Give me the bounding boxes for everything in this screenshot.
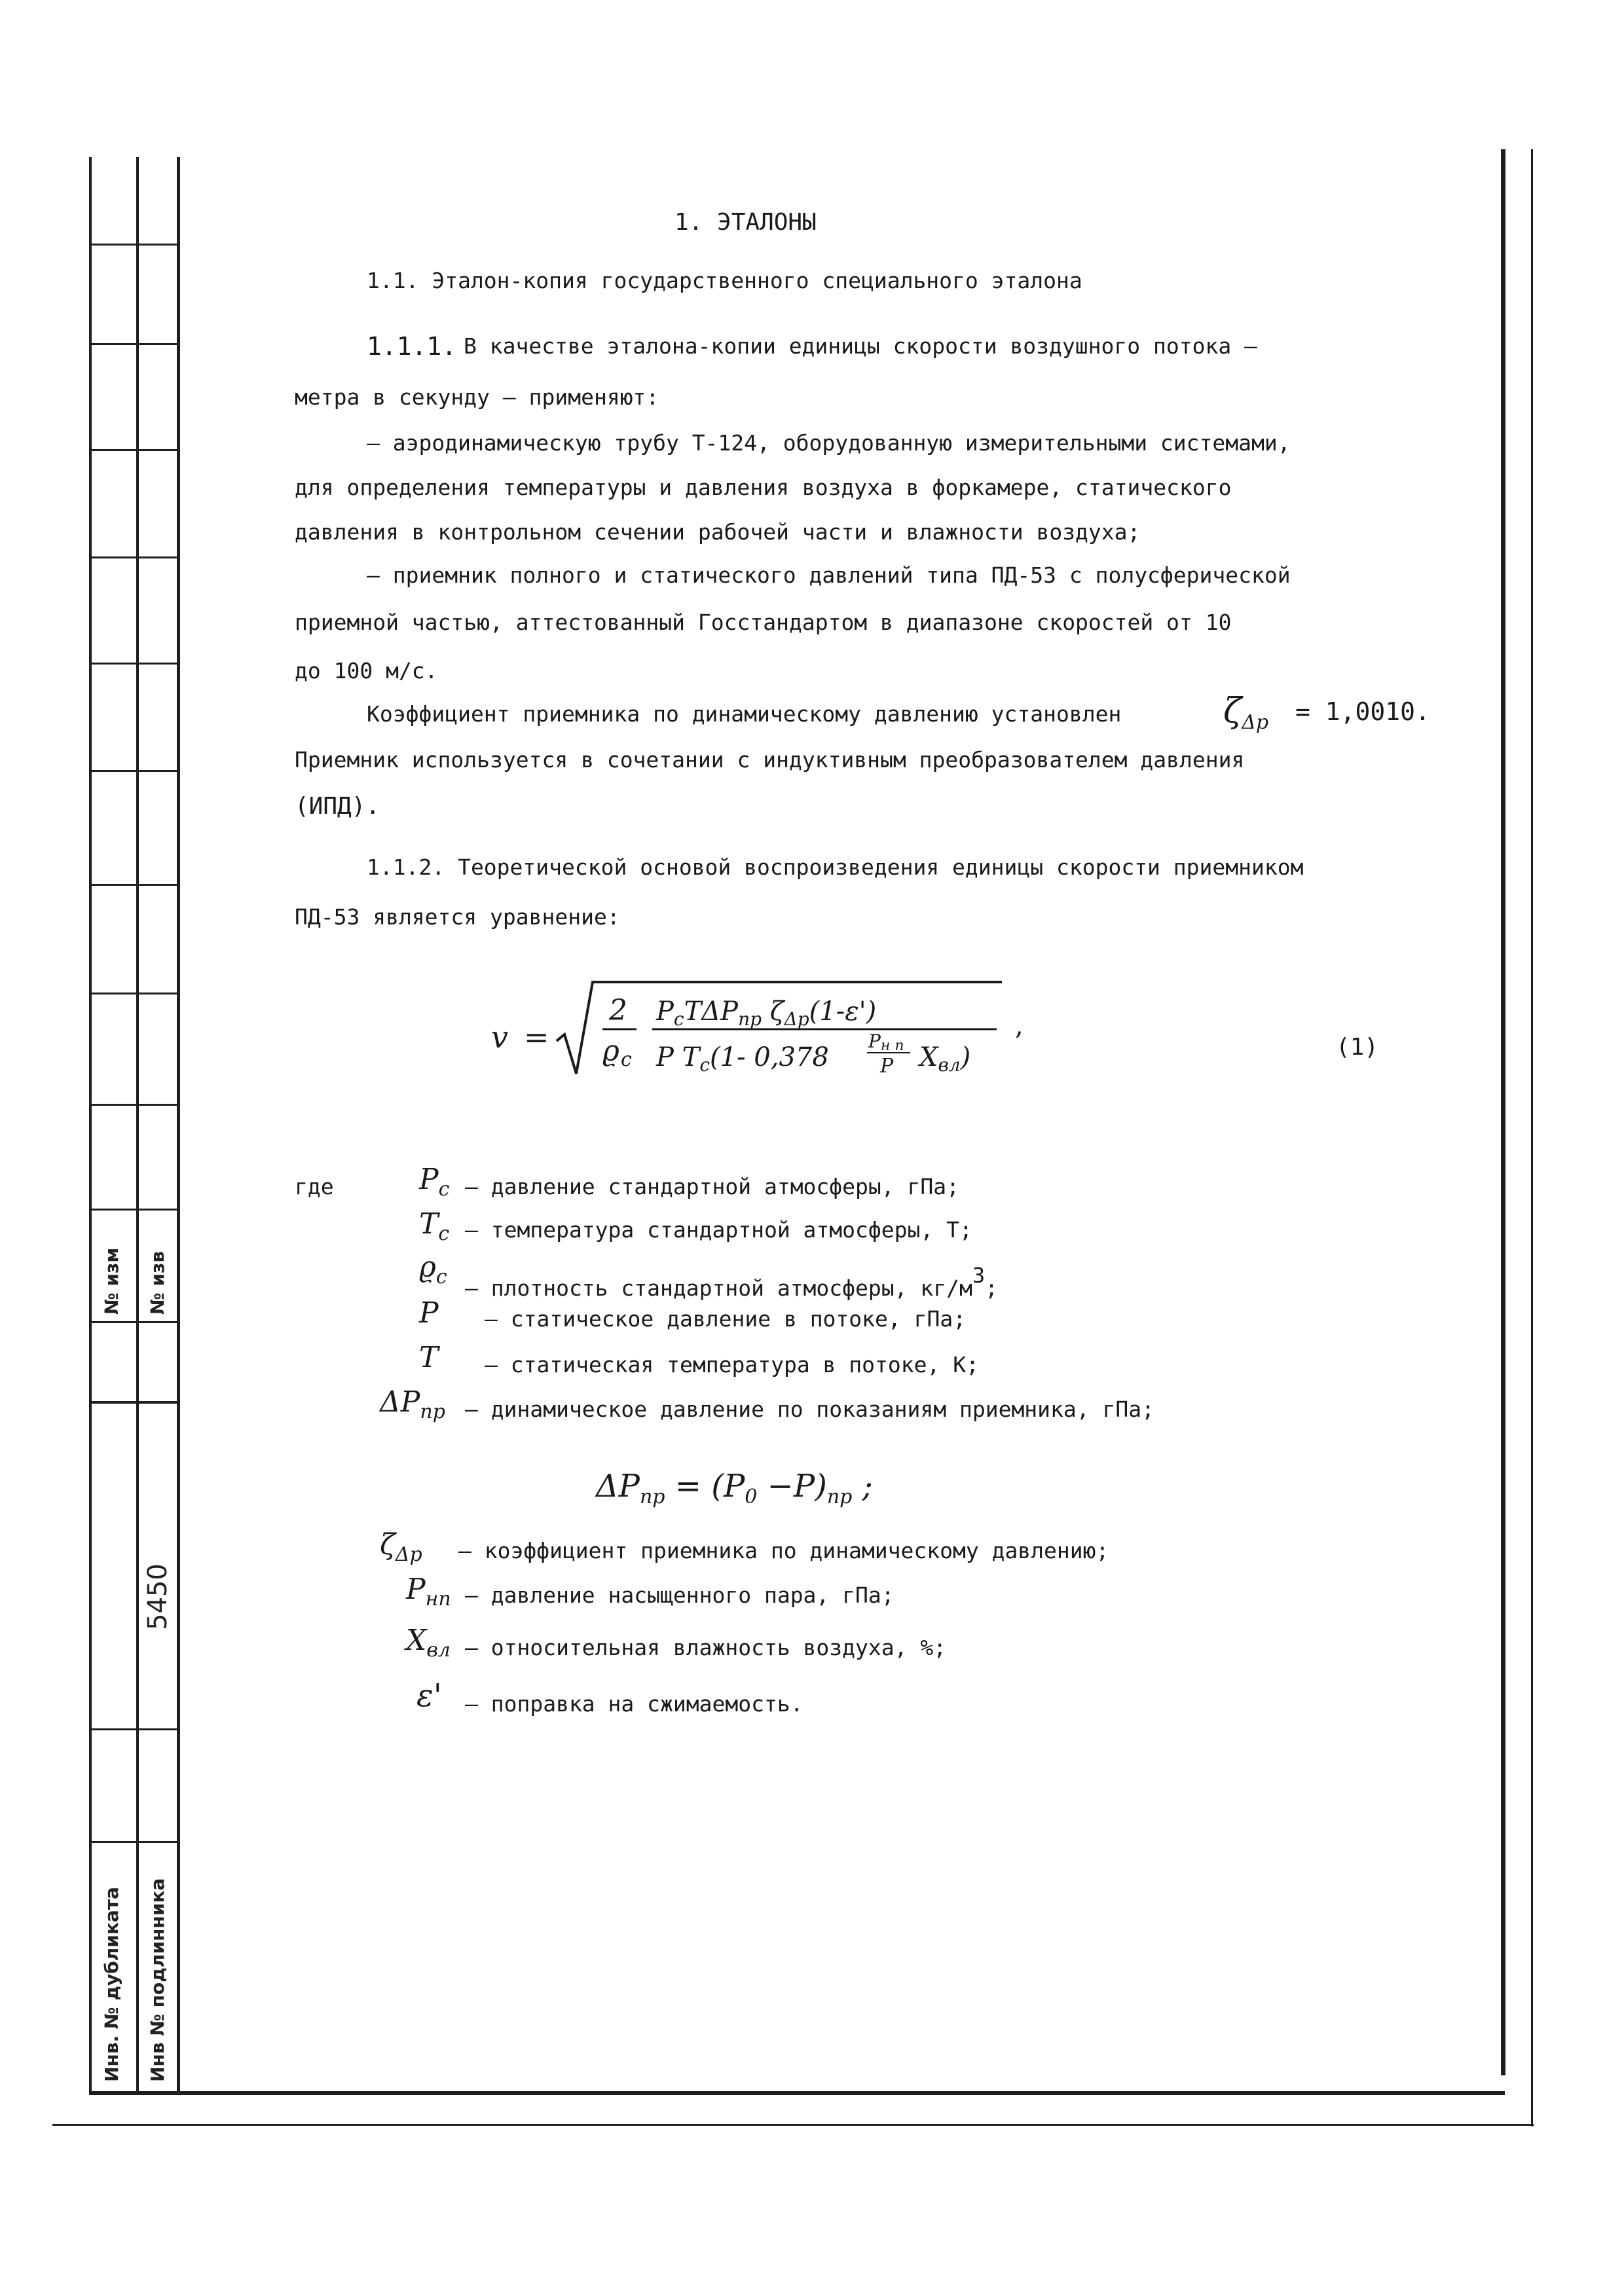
sidebar-divider — [89, 1209, 179, 1211]
para-1-1-2-line2: ПД-53 является уравнение: — [295, 904, 620, 930]
velocity-equation — [485, 969, 1074, 1100]
symbol-rho-c: $ϱ_c$ — [419, 1250, 447, 1288]
sidebar-divider — [89, 343, 179, 345]
definition-t: – статическая температура в потоке, К; — [485, 1352, 979, 1377]
definition-tc: – температура стандартной атмосферы, Т; — [465, 1217, 972, 1243]
sidebar-gap-mask — [92, 1325, 136, 1401]
para-1-1-1-line1: В качестве эталона-копии единицы скорости воздушного потока – — [464, 333, 1257, 359]
item-receiver-line3: до 100 м/с. — [295, 658, 438, 683]
eq-comma: , — [1015, 1011, 1024, 1041]
item-receiver-line2: приемной частью, аттестованный Госстандартом в диапазоне скоростей от 10 — [295, 610, 1232, 635]
symbol-x-vl: $X_{вл}$ — [406, 1624, 451, 1662]
where-label: где — [295, 1174, 334, 1199]
item-wind-tunnel-line1: – аэродинамическую трубу Т-124, оборудованную измерительными системами, — [367, 430, 1291, 456]
frame-left-main — [177, 157, 180, 2095]
eq-den-rho-sub: c — [621, 1048, 632, 1071]
sidebar-divider — [89, 993, 179, 994]
definition-rho-c — [465, 1265, 998, 1299]
sidebar-label-notice-no: № изв — [147, 1250, 168, 1315]
sidebar-divider — [89, 663, 179, 665]
sidebar-gap-mask — [139, 1325, 177, 1401]
frame-right-outer — [1531, 149, 1533, 2126]
definition-pc: – давление стандартной атмосферы, гПа; — [465, 1174, 959, 1199]
item-wind-tunnel-line3: давления в контрольном сечении рабочей части и влажности воздуха; — [295, 519, 1141, 545]
eq-ratio-den: P — [880, 1055, 894, 1078]
para-1-1-1-line2: метра в секунду – применяют: — [295, 384, 659, 410]
definition-zeta: – коэффициент приемника по динамическому давлению; — [458, 1538, 1109, 1563]
sidebar-divider — [89, 449, 179, 451]
sidebar-divider — [89, 1401, 179, 1404]
section-1-1-title: 1.1. Эталон-копия государственного специального эталона — [367, 268, 1082, 293]
symbol-p: P — [419, 1296, 439, 1330]
definition-delta-p-pr: – динамическое давление по показаниям приемника, гПа; — [465, 1396, 1154, 1422]
definition-x-vl: – относительная влажность воздуха, %; — [465, 1635, 947, 1660]
coefficient-line2: Приемник используется в сочетании с индуктивным преобразователем давления — [295, 747, 1245, 773]
definition-p: – статическое давление в потоке, гПа; — [485, 1306, 967, 1332]
sidebar-label-duplicate-inv: Инв. № дубликата — [101, 1887, 122, 2082]
sidebar-divider — [89, 556, 179, 558]
symbol-tc: $T_c$ — [419, 1207, 450, 1245]
definition-rho-c-end: ; — [985, 1275, 998, 1301]
frame-left-mid — [136, 157, 139, 2095]
definition-p-np: – давление насыщенного пара, гПа; — [465, 1582, 895, 1608]
symbol-t: T — [419, 1341, 439, 1374]
eq-denominator: P $T_c(1-$ 0,378 — [656, 1042, 829, 1076]
para-1-1-2-line1: 1.1.2. Теоретической основой воспроизведения единицы скорости приемником — [367, 854, 1304, 880]
eq-v: v — [491, 1019, 508, 1055]
sidebar-divider — [89, 1841, 179, 1843]
symbol-delta-p-pr: $\Delta P_{пр}$ — [380, 1385, 445, 1423]
definition-epsilon: – поправка на сжимаемость. — [465, 1691, 803, 1717]
sidebar-divider — [89, 244, 179, 246]
sidebar-divider — [89, 1321, 179, 1323]
definition-rho-c-text: – плотность стандартной атмосферы, кг/м — [465, 1275, 972, 1301]
symbol-zeta: $\zeta_{\Delta p}$ — [380, 1528, 422, 1566]
item-wind-tunnel-line2: для определения температуры и давления воздуха в форкамере, статического — [295, 475, 1232, 500]
sidebar-divider — [89, 1728, 179, 1730]
frame-left-outer — [89, 157, 92, 2095]
symbol-epsilon: ε' — [416, 1677, 442, 1714]
equation-number: (1) — [1336, 1034, 1379, 1061]
frame-right — [1501, 149, 1505, 2075]
para-1-1-1-number: 1.1.1. — [367, 332, 457, 361]
sidebar-label-change-no: № изм — [101, 1247, 122, 1315]
delta-p-equation: $\Delta P_{пр} = (P_0 -P)_{пр}$ ; — [596, 1468, 873, 1508]
coefficient-line3: (ИПД). — [295, 793, 380, 820]
coefficient-line1: Коэффициент приемника по динамическому давлению установлен — [367, 701, 1122, 727]
eq-num-2: 2 — [609, 994, 627, 1027]
eq-denominator-end: $X_{вл}$) — [919, 1042, 971, 1076]
page-heading: 1. ЭТАЛОНЫ — [674, 209, 817, 236]
eq-numerator: $P_cT\Delta P_{пр}$ $\zeta_{\Delta p}(1-\varepsilon')$ — [656, 996, 877, 1030]
item-receiver-line1: – приемник полного и статического давлений типа ПД-53 с полусферической — [367, 562, 1291, 588]
eq-den-rho: ϱ — [602, 1034, 619, 1068]
sidebar-divider — [89, 1104, 179, 1106]
symbol-pc: $P_c$ — [419, 1163, 450, 1201]
sidebar-divider — [89, 770, 179, 772]
coefficient-symbol: $\zeta_{\Delta p}$ — [1223, 691, 1269, 734]
eq-equals: = — [524, 1019, 549, 1055]
sidebar-divider — [89, 884, 179, 886]
unit-exponent: 3 — [972, 1263, 986, 1288]
coefficient-value: = 1,0010. — [1295, 697, 1430, 726]
sidebar-label-original-inv: Инв № подлинника — [147, 1878, 168, 2082]
symbol-p-np: $P_{нп}$ — [406, 1573, 451, 1611]
frame-bottom — [89, 2091, 1505, 2095]
frame-bottom-outer — [52, 2124, 1534, 2126]
eq-ratio-num: Pн п — [868, 1030, 904, 1054]
sidebar-inventory-number: 5450 — [143, 1563, 173, 1630]
